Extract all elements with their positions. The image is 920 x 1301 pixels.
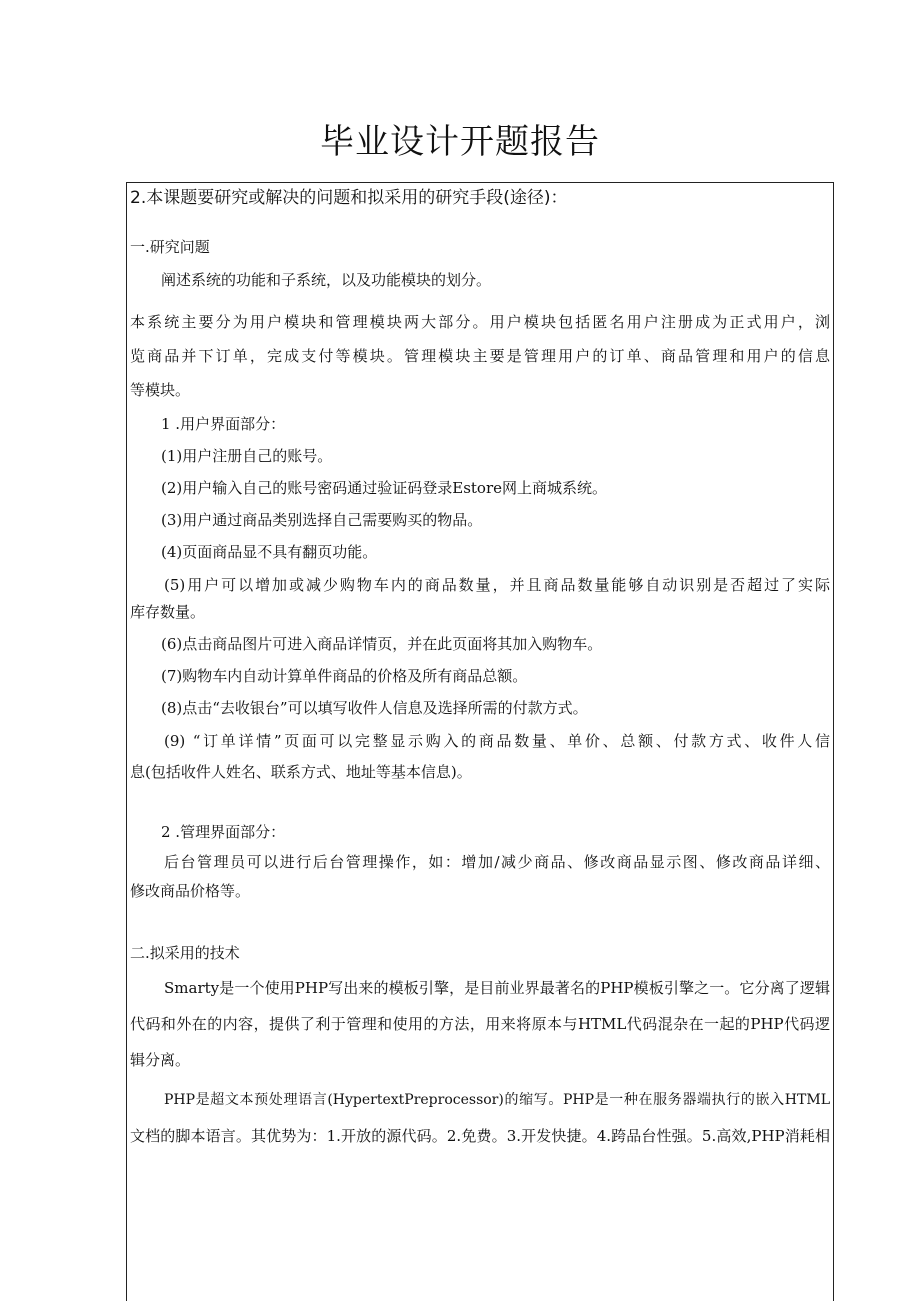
user-interface-heading: 1 .用户界面部分： — [161, 415, 286, 433]
user-item-7: (7)购物车内自动计算单件商品的价格及所有商品总额。 — [161, 667, 528, 685]
user-item-1: (1)用户注册自己的账号。 — [161, 447, 333, 465]
part2-heading: 二.拟采用的技术 — [130, 944, 240, 962]
user-item-5-cont: 库存数量。 — [130, 603, 206, 621]
user-item-4: (4)页面商品显不具有翻页功能。 — [161, 543, 378, 561]
user-item-9-cont: 息(包括收件人姓名、联系方式、地址等基本信息)。 — [130, 763, 472, 781]
admin-line-1: 后台管理员可以进行后台管理操作，如：增加/减少商品、修改商品显示图、修改商品详细、 — [164, 853, 830, 871]
user-item-2: (2)用户输入自己的账号密码通过验证码登录Estore网上商城系统。 — [161, 479, 608, 497]
part1-para-line-1: 本系统主要分为用户模块和管理模块两大部分。用户模块包括匿名用户注册成为正式用户，浏 — [130, 313, 830, 331]
part1-intro: 阐述系统的功能和子系统，以及功能模块的划分。 — [161, 271, 492, 289]
smarty-line-3: 辑分离。 — [130, 1051, 191, 1069]
smarty-line-1: Smarty是一个使用PHP写出来的模板引擎，是目前业界最著名的PHP模板引擎之一。它分离了逻辑 — [164, 979, 830, 997]
smarty-line-2: 代码和外在的内容，提供了利于管理和使用的方法，用来将原本与HTML代码混杂在一起的PHP代码逻 — [130, 1015, 830, 1033]
admin-interface-heading: 2 .管理界面部分： — [161, 823, 286, 841]
admin-line-2: 修改商品价格等。 — [130, 882, 251, 900]
php-line-1: PHP是超文本预处理语言(HypertextPreprocessor)的缩写。PHP是一种在服务器端执行的嵌入HTML — [164, 1092, 830, 1108]
section-heading: 2.本课题要研究或解决的问题和拟采用的研究手段(途径)： — [130, 188, 568, 208]
document-title: 毕业设计开题报告 — [320, 122, 600, 162]
user-item-3: (3)用户通过商品类别选择自己需要购买的物品。 — [161, 511, 483, 529]
part1-heading: 一.研究问题 — [130, 238, 210, 256]
user-item-9: (9) “订单详情”页面可以完整显示购入的商品数量、单价、总额、付款方式、收件人信 — [164, 732, 830, 750]
part1-para-line-3: 等模块。 — [130, 381, 191, 399]
php-line-2: 文档的脚本语言。其优势为：1.开放的源代码。2.免费。3.开发快捷。4.跨品台性强。5.高效,PHP消耗相 — [130, 1127, 830, 1145]
user-item-5: (5)用户可以增加或减少购物车内的商品数量，并且商品数量能够自动识别是否超过了实际 — [164, 576, 830, 594]
user-item-8: (8)点击“去收银台”可以填写收件人信息及选择所需的付款方式。 — [161, 699, 588, 717]
part1-para-line-2: 览商品并下订单，完成支付等模块。管理模块主要是管理用户的订单、商品管理和用户的信息 — [130, 347, 830, 365]
user-item-6: (6)点击商品图片可进入商品详情页，并在此页面将其加入购物车。 — [161, 635, 603, 653]
